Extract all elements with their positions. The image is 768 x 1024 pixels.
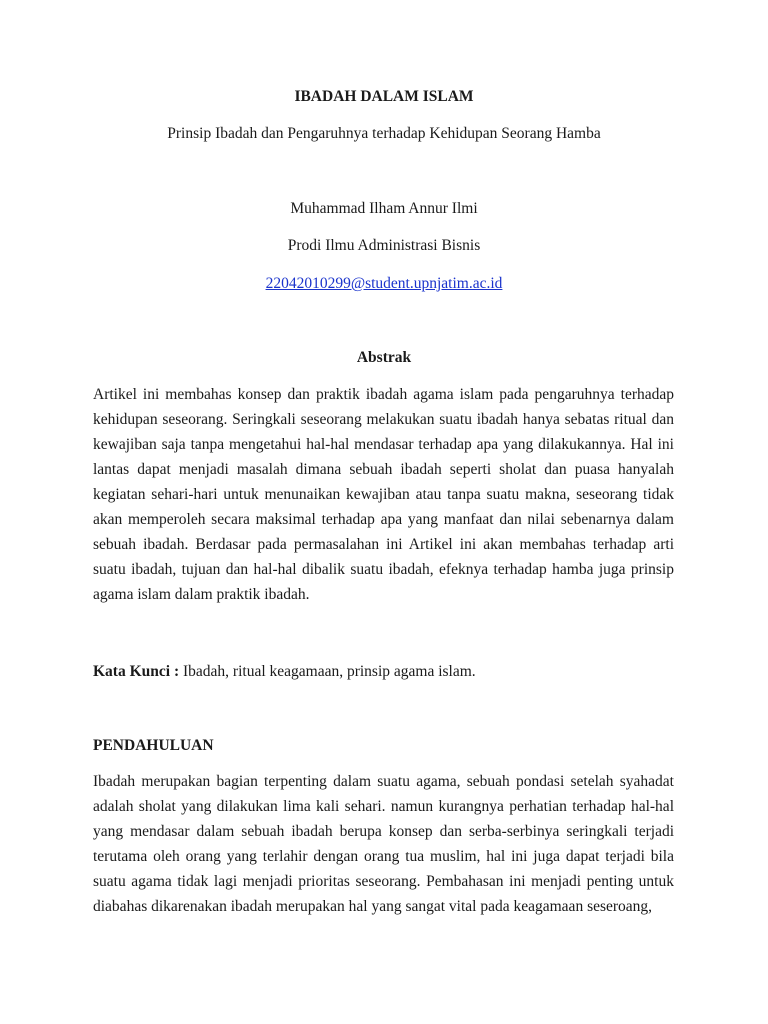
author-department: Prodi Ilmu Administrasi Bisnis (287, 237, 481, 254)
paper-subtitle: Prinsip Ibadah dan Pengaruhnya terhadap Kehidupan Seorang Hamba (167, 125, 601, 142)
keywords-value: Ibadah, ritual keagamaan, prinsip agama islam. (179, 663, 476, 680)
abstract-heading: Abstrak (356, 349, 412, 366)
introduction-heading: PENDAHULUAN (93, 737, 214, 754)
keywords-line (93, 662, 476, 682)
introduction-text: Ibadah merupakan bagian terpenting dalam suatu agama, sebuah pondasi setelah syahadat adalah sholat yang dilakukan lima kali sehari. namun kurangnya perhatian terhadap hal-hal yang mendasar dalam sebuah ibadah berupa konsep dan serba-serbinya seringkali terjadi terutama oleh orang yang terlahir dengan orang tua muslim, hal ini juga dapat terjadi bila suatu agama tidak lagi menjadi prioritas seseorang. Pembahasan ini menjadi penting untuk diabahas dikarenakan ibadah merupakan hal yang sangat vital pada keagamaan seseroang, (93, 773, 674, 915)
abstract-text: Artikel ini membahas konsep dan praktik ibadah agama islam pada pengaruhnya terhadap kehidupan seseorang. Seringkali seseorang melakukan suatu ibadah hanya sebatas ritual dan kewajiban saja tanpa mengetahui hal-hal mendasar terhadap apa yang dilakukannya. Hal ini lantas dapat menjadi masalah dimana sebuah ibadah seperti sholat dan puasa hanyalah kegiatan sehari-hari untuk menunaikan kewajiban atau tanpa suatu makna, seseorang tidak akan memperoleh secara maksimal terhadap apa yang manfaat dan nilai sebenarnya dalam sebuah ibadah. Berdasar pada permasalahan ini Artikel ini akan membahas terhadap arti suatu ibadah, tujuan dan hal-hal dibalik suatu ibadah, efeknya terhadap hamba juga prinsip agama islam dalam praktik ibadah. (93, 386, 674, 603)
paper-title: IBADAH DALAM ISLAM (294, 88, 474, 105)
keywords-label: Kata Kunci : (93, 663, 180, 680)
author-name: Muhammad Ilham Annur Ilmi (290, 200, 478, 217)
author-email-link[interactable]: 22042010299@student.upnjatim.ac.id (265, 275, 503, 292)
